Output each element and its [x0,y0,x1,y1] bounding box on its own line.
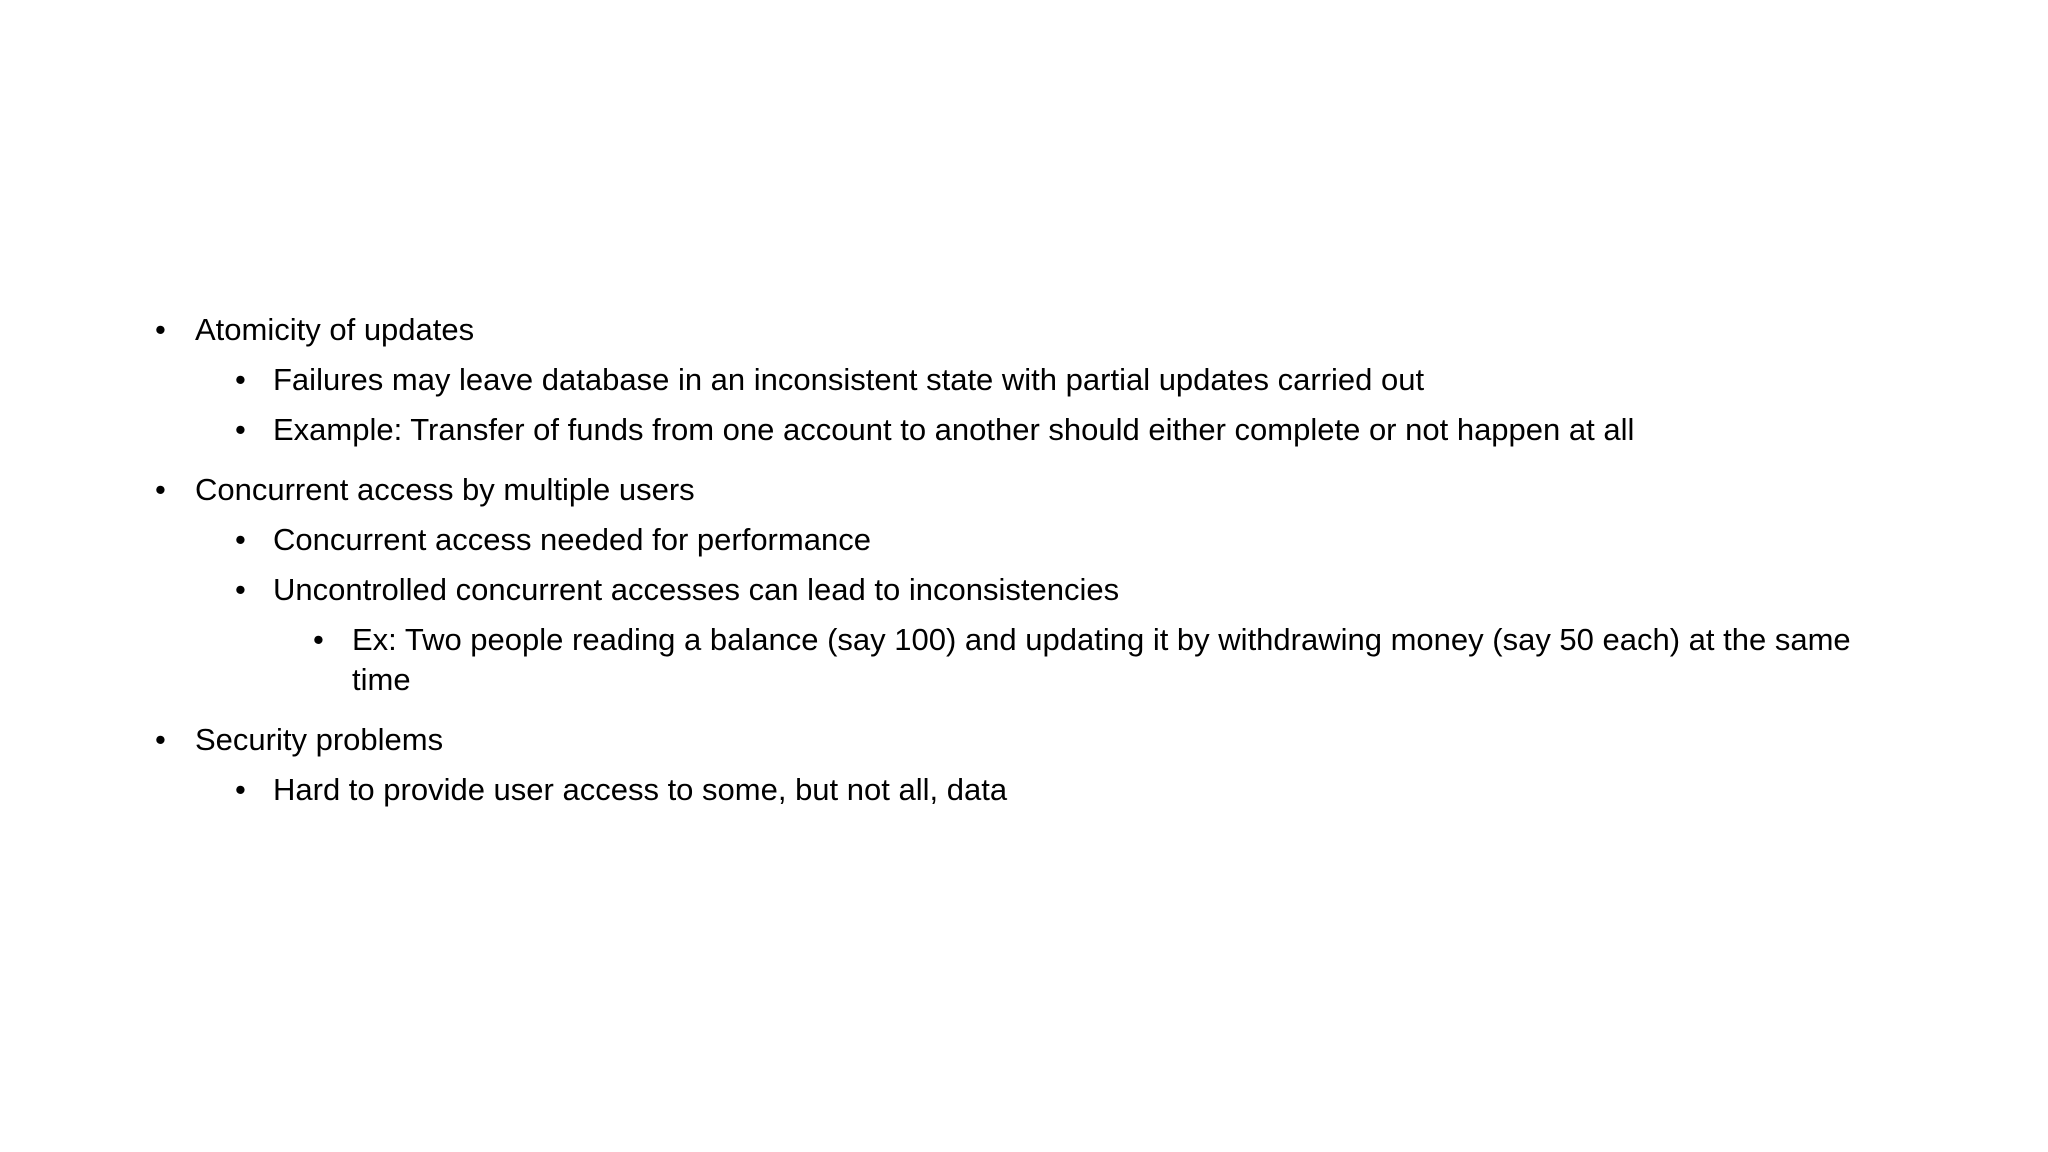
bullet-text: Atomicity of updates [195,312,475,347]
bullet-list [155,310,1915,810]
bullet-text: Failures may leave database in an inconsistent state with partial updates carried out [273,362,1425,397]
bullet-dot: • [235,362,246,397]
bullet-text: Concurrent access needed for performance [273,522,871,557]
bullet-text: Security problems [195,722,444,757]
bullet-atomicity [155,310,1915,350]
bullet-dot: • [313,622,324,657]
bullet-text: Hard to provide user access to some, but not all, data [273,772,1008,807]
bullet-text: Uncontrolled concurrent accesses can lead to inconsistencies [273,572,1120,607]
sub-bullet-example-transfer [155,410,1915,450]
sub-bullet-uncontrolled [155,570,1915,610]
bullet-security [155,720,1915,760]
bullet-dot: • [235,412,246,447]
bullet-text: Ex: Two people reading a balance (say 100) and updating it by withdrawing money (say 50 each) at the same time [352,622,1851,697]
bullet-dot: • [155,472,166,507]
bullet-dot: • [235,772,246,807]
bullet-dot: • [155,312,166,347]
bullet-text: Concurrent access by multiple users [195,472,695,507]
sub-bullet-failures [155,360,1915,400]
sub-bullet-user-access [155,770,1915,810]
bullet-dot: • [155,722,166,757]
sub-sub-bullet-example-balance [155,620,1915,700]
bullet-dot: • [235,522,246,557]
bullet-text: Example: Transfer of funds from one account to another should either complete or not happen at all [273,412,1635,447]
sub-bullet-performance [155,520,1915,560]
bullet-dot: • [235,572,246,607]
bullet-concurrent-access [155,470,1915,510]
